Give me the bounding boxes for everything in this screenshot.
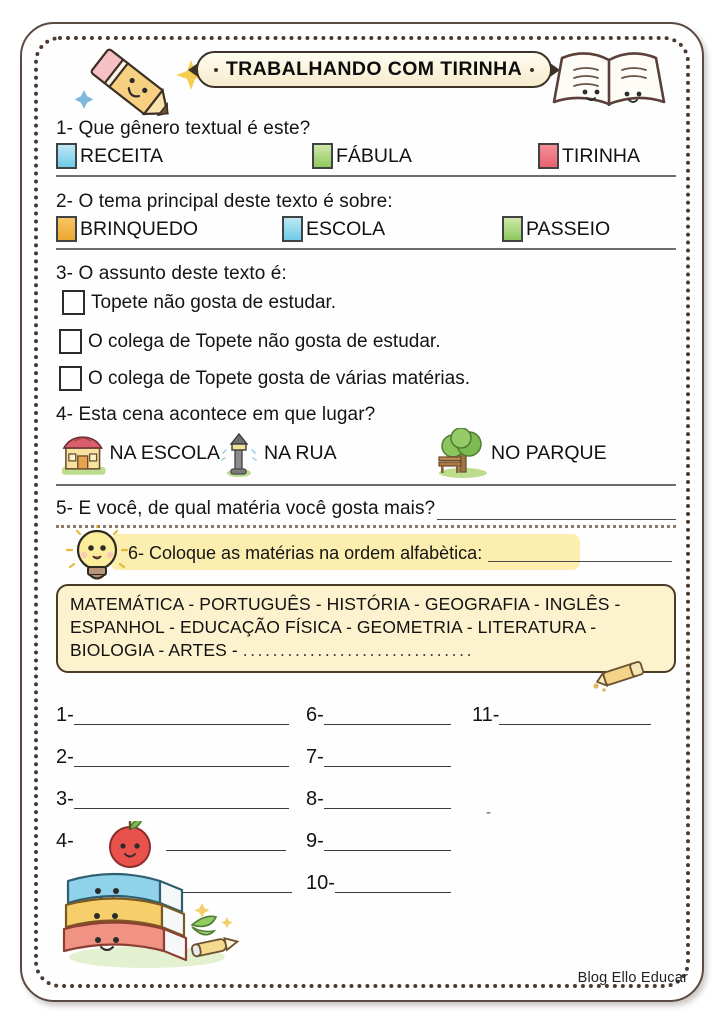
question-4-options	[56, 428, 676, 478]
question-2-text: 2- O tema principal deste texto é sobre:	[56, 191, 393, 212]
worksheet-content	[56, 36, 676, 990]
answer-cell-10[interactable]	[306, 873, 472, 893]
question-3-option-1[interactable]	[62, 290, 676, 315]
answer-input-1[interactable]	[74, 708, 289, 725]
question-4	[56, 404, 676, 486]
answer-input-3[interactable]	[74, 792, 289, 809]
question-3	[56, 263, 676, 391]
question-4-text: 4- Esta cena acontece em que lugar?	[56, 404, 376, 425]
subject-line-2: ESPANHOL - EDUCAÇÃO FÍSICA - GEOMETRIA - LITERATURA -	[70, 617, 597, 637]
answer-cell-8[interactable]	[306, 789, 472, 809]
answer-row-2	[56, 725, 676, 767]
answer-cell-6[interactable]	[306, 705, 472, 725]
worksheet-title-banner	[196, 51, 552, 88]
answer-number-2: 2-	[56, 746, 74, 768]
option-tirinha-label: TIRINHA	[562, 144, 640, 167]
answer-number-10: 10-	[306, 872, 335, 894]
swatch-green-icon[interactable]	[312, 143, 333, 169]
answer-input-11[interactable]	[499, 708, 651, 725]
lightbulb-character-icon	[64, 524, 130, 586]
answer-number-3: 3-	[56, 788, 74, 810]
question-1-options	[56, 143, 676, 169]
subject-list-box	[56, 584, 676, 673]
question-3-option-3-label: O colega de Topete gosta de várias matérias.	[88, 367, 470, 389]
answer-lines-area	[56, 683, 676, 893]
question-5-answer-input[interactable]	[437, 505, 676, 520]
option-na-rua-label: NA RUA	[264, 441, 337, 464]
subject-line-3	[70, 639, 662, 662]
option-passeio-label: PASSEIO	[526, 217, 611, 240]
worksheet-header	[56, 36, 676, 118]
subject-line-3-text: BIOLOGIA - ARTES -	[70, 640, 243, 660]
answer-number-7: 7-	[306, 746, 324, 768]
option-no-parque[interactable]	[435, 428, 607, 478]
answer-cell-7[interactable]	[306, 747, 472, 767]
answer-number-1: 1-	[56, 704, 74, 726]
option-receita-label: RECEITA	[80, 144, 164, 167]
answer-number-9: 9-	[306, 830, 324, 852]
swatch-green-icon[interactable]	[502, 216, 523, 242]
swatch-red-icon[interactable]	[538, 143, 559, 169]
checkbox-icon[interactable]	[59, 366, 82, 391]
option-escola[interactable]	[282, 216, 502, 242]
pencil-character-icon	[64, 38, 184, 123]
question-1-text: 1- Que gênero textual é este?	[56, 118, 311, 139]
question-3-option-3[interactable]	[59, 366, 676, 391]
option-escola-label: ESCOLA	[306, 217, 386, 240]
answer-cell-1[interactable]	[56, 705, 306, 725]
option-brinquedo-label: BRINQUEDO	[80, 217, 199, 240]
answer-input-10[interactable]	[335, 876, 451, 893]
question-3-option-2-label: O colega de Topete não gosta de estudar.	[88, 330, 441, 352]
option-receita[interactable]	[56, 143, 312, 169]
swatch-blue-icon[interactable]	[282, 216, 303, 242]
subject-line-1: MATEMÁTICA - PORTUGUÊS - HISTÓRIA - GEOGRAFIA - INGLÊS -	[70, 594, 621, 614]
subject-dots-tail: ...............................	[242, 640, 475, 660]
banner-left-tip	[188, 63, 198, 77]
question-6-answer-input[interactable]	[488, 545, 672, 562]
question-3-text: 3- O assunto deste texto é:	[56, 263, 287, 284]
school-building-icon[interactable]	[56, 429, 109, 477]
section-divider	[56, 175, 676, 177]
stray-dash-mark: -	[486, 804, 491, 821]
option-na-rua[interactable]	[220, 428, 435, 478]
answer-input-9[interactable]	[324, 834, 451, 851]
option-brinquedo[interactable]	[56, 216, 282, 242]
banner-dot-left	[214, 68, 218, 72]
option-fabula-label: FÁBULA	[336, 144, 412, 167]
option-na-escola[interactable]	[56, 429, 220, 477]
street-lamp-icon[interactable]	[220, 428, 258, 478]
stacked-books-apple-icon	[52, 821, 252, 971]
swatch-blue-icon[interactable]	[56, 143, 77, 169]
answer-number-4: 4-	[56, 830, 74, 852]
answer-input-8[interactable]	[324, 792, 451, 809]
question-5	[56, 498, 676, 528]
answer-number-8: 8-	[306, 788, 324, 810]
question-6-text: 6- Coloque as matérias na ordem alfabètica:	[128, 542, 483, 563]
answer-input-7[interactable]	[324, 750, 451, 767]
question-2	[56, 191, 676, 250]
answer-cell-3[interactable]	[56, 789, 306, 809]
answer-input-6[interactable]	[324, 708, 451, 725]
swatch-orange-icon[interactable]	[56, 216, 77, 242]
banner-dot-right	[530, 68, 534, 72]
answer-row-1	[56, 683, 676, 725]
question-3-option-1-label: Topete não gosta de estudar.	[91, 291, 337, 313]
answer-number-11: 11-	[472, 704, 500, 726]
question-3-option-2[interactable]	[59, 329, 676, 354]
question-2-options	[56, 216, 676, 242]
option-passeio[interactable]	[502, 216, 610, 242]
option-tirinha[interactable]	[538, 143, 640, 169]
question-5-text: 5- E você, de qual matéria você gosta mais?	[56, 498, 436, 519]
eraser-pencil-icon	[588, 655, 658, 693]
answer-cell-2[interactable]	[56, 747, 306, 767]
option-no-parque-label: NO PARQUE	[491, 441, 607, 464]
park-tree-bench-icon[interactable]	[435, 428, 491, 478]
section-divider	[56, 248, 676, 250]
open-book-character-icon	[552, 36, 670, 123]
worksheet-page	[20, 22, 704, 1002]
option-na-escola-label: NA ESCOLA	[109, 441, 220, 464]
option-fabula[interactable]	[312, 143, 538, 169]
answer-input-2[interactable]	[74, 750, 289, 767]
answer-row-3	[56, 767, 676, 809]
section-divider	[56, 484, 676, 486]
page-title: TRABALHANDO COM TIRINHA	[225, 58, 523, 80]
answer-number-6: 6-	[306, 704, 324, 726]
answer-cell-9[interactable]	[306, 831, 472, 851]
answer-cell-11[interactable]	[472, 705, 662, 725]
question-6	[56, 528, 676, 673]
question-1	[56, 118, 676, 177]
checkbox-icon[interactable]	[59, 329, 82, 354]
footer-signature: Blog Ello Educar	[577, 970, 688, 986]
checkbox-icon[interactable]	[62, 290, 85, 315]
